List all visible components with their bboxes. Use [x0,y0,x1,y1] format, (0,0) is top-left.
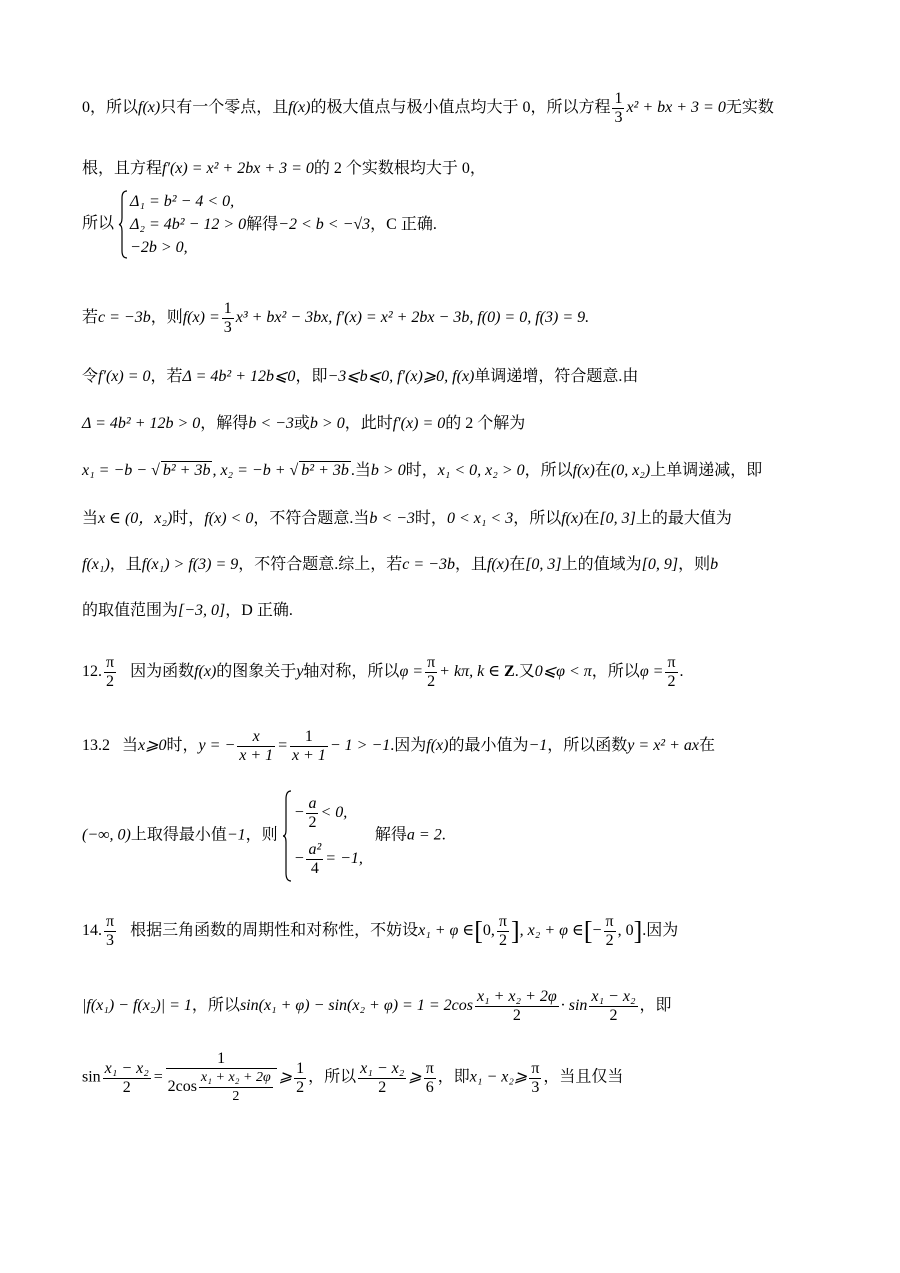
fraction: $\frac{1}{3}$ [614,90,623,126]
text-line-1 [82,90,774,127]
text-line-9: f(x₁)，且f(x₁) > f(3) = 9，不符合题意.综上，若c = −3b，且f(x)在[0, 3]上的值域为[0, 9]，则b [82,556,719,573]
equation-system: Δ₁ = b² − 4 < 0, Δ₂ = 4b² − 12 > 0解得−2 < b < −√3，C 正确. −2b > 0, [118,190,437,259]
answer-14-line-2: |f(x₁) − f(x₂)| = 1，所以sin(x₁ + φ) − sin(x₂ + φ) = 1 = 2cos $\frac{\text{x₁ + x₂ + 2φ}}{2}$ · sin $\frac{\text{x₁ − x₂}}{2}$ ，即 [82,988,672,1024]
answer-12: 12. $\frac{\pi}{2}$ 因为函数f(x)的图象关于y轴对称，所以φ = $\frac{\pi}{2}$ + kπ, k ∈ Z.又0⩽φ < π，所以φ = $\frac{\pi}{2}$ . [82,654,684,690]
question-number: 12. [82,663,102,681]
text-line-7: x₁ = −b − √ b² + 3b , x₂ = −b + √ b² + 3b .当b > 0时，x₁ < 0, x₂ > 0，所以f(x)在(0, x₂)上单调递减，即 [82,462,763,479]
brace-icon [118,190,128,259]
answer-14: 14. $\frac{\pi}{3}$ 根据三角函数的周期性和对称性，不妨设x₁ + φ ∈[0, $\frac{\pi}{2}$ ], x₂ + φ ∈[− $\frac{\pi}{2}$ , 0].因为 [82,913,679,949]
text-line-2 [82,158,486,180]
brace-icon [282,790,292,882]
text: 的 2 个实数根均大于 0， [313,160,486,177]
formula: f′(x) = x² + 2bx + 3 = 0 [162,160,314,177]
question-number: 13.2 [82,737,110,755]
question-number: 14. [82,922,102,940]
text-line-5: 令f′(x) = 0，若Δ = 4b² + 12b⩽0，即−3⩽b⩽0, f′(x)⩾0, f(x)单调递增，符合题意.由 [82,368,639,385]
formula: f(x) [138,99,161,117]
text: 无实数 [725,99,774,117]
formula: x² + bx + 3 = 0 [626,99,726,117]
text: 0，所以 [82,99,139,117]
text: 只有一个零点，且 [160,99,289,117]
text: 若 [82,309,99,327]
formula: f(x) [288,99,311,117]
text-line-6: Δ = 4b² + 12b > 0，解得b < −3或b > 0，此时f′(x) = 0的 2 个解为 [82,415,526,432]
text-line-3 [82,190,441,259]
answer-14-line-3: sin $\frac{\text{x₁ − x₂}}{2}$ = 1 2cos $\frac{\text{x₁ + x₂ + 2φ}}{2}$ ⩾ $\frac{1}{2}$ ，所以 $\frac{\text{x₁ − x₂}}{2}$ ⩾ $\frac{\pi}{6}$ ，即x₁ − x₂⩾ $\frac{\pi}{3}$ ，当且仅当 [82,1050,624,1104]
fraction: $\frac{1}{3}$ [223,300,232,336]
answer-13: 13.2 当x⩾0时，y = − $\frac{x}{x + 1}$ = $\frac{1}{x + 1}$ − 1 > −1.因为f(x)的最小值为−1，所以函数y = x² + ax在 [82,728,716,764]
text-line-4: 若c = −3b，则f(x) = $\frac{1}{3}$ x³ + bx² − 3bx, f′(x) = x² + 2bx − 3b, f(0) = 0, f(3) = 9. [82,300,590,336]
text: 根，且方程 [82,160,163,177]
text-line-10: 的取值范围为[−3, 0]，D 正确. [82,602,293,619]
text: 所以 [82,215,115,233]
text-line-8: 当x ∈ (0，x₂)时，f(x) < 0，不符合题意.当b < −3时，0 < x₁ < 3，所以f(x)在[0, 3]上的最大值为 [82,510,732,527]
text: 的极大值点与极小值点均大于 0，所以方程 [310,99,611,117]
equation-system: − $\frac{a}{2}$ < 0, − $\frac{\text{a²}}{4}$ = −1, [282,790,363,882]
answer-13-system: (−∞, 0)上取得最小值−1，则 − $\frac{a}{2}$ < 0, − $\frac{\text{a²}}{4}$ = −1, 解得a = 2. [82,790,446,882]
